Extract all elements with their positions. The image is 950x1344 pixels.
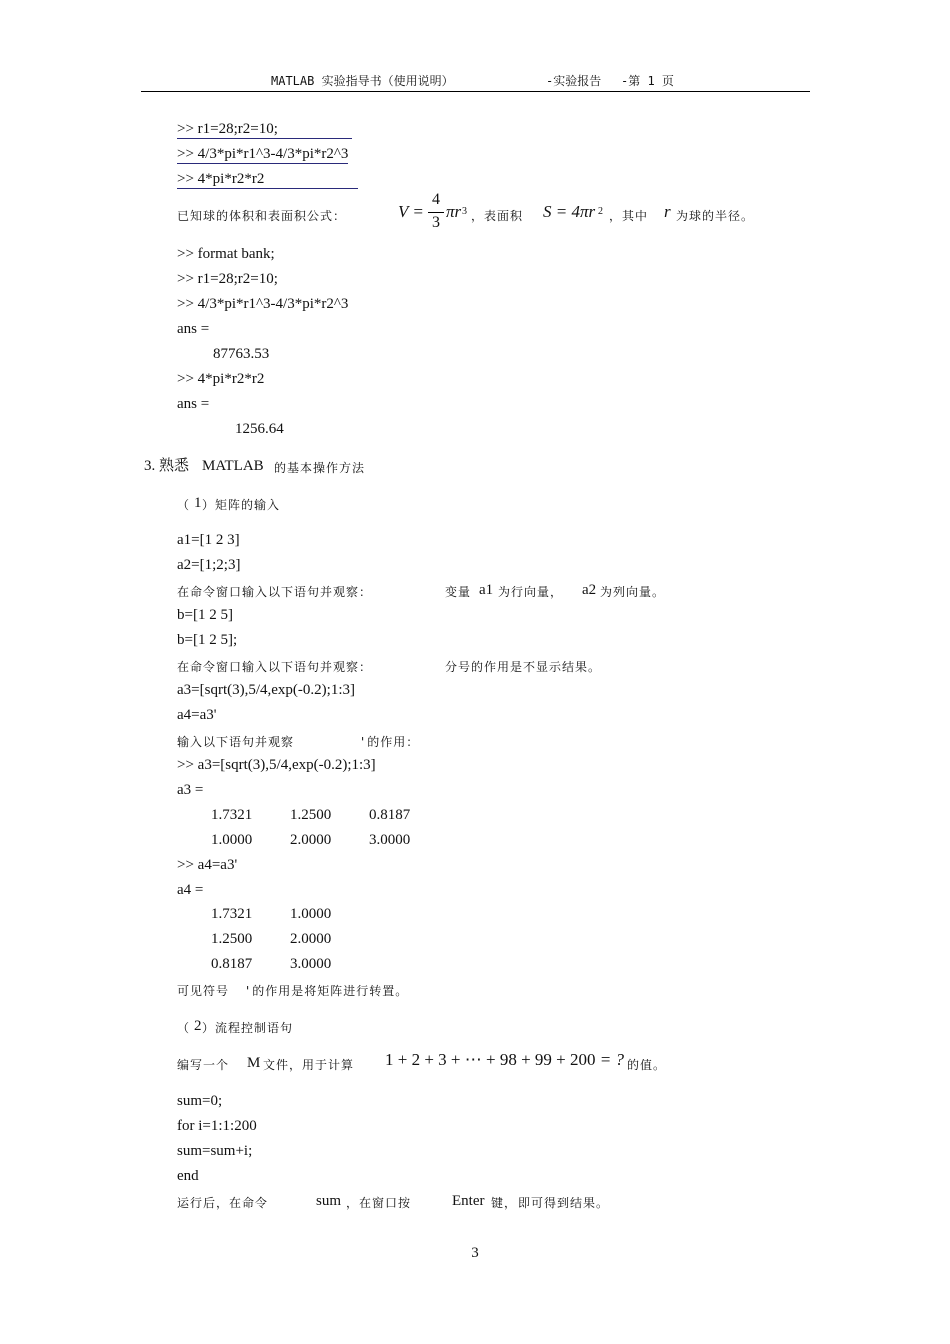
code-line: >> 4/3*pi*r1^3-4/3*pi*r2^3 <box>177 146 349 162</box>
matrix-cell: 2.0000 <box>290 832 332 848</box>
output-line: ans = <box>177 396 210 412</box>
code-line: a2=[1;2;3] <box>177 557 241 573</box>
comment-part: 即可得到结果。 <box>518 1196 610 1210</box>
page-number: 3 <box>471 1245 479 1261</box>
matrix-cell: 1.7321 <box>211 807 253 823</box>
formula-lead: 已知球的体积和表面积公式： <box>177 209 347 223</box>
subheading-num: 1 <box>194 495 202 511</box>
page-header <box>0 70 950 90</box>
comment-line: 在命令窗口输入以下语句并观察： <box>177 585 373 599</box>
output-value: 1256.64 <box>235 421 284 437</box>
comment-part: 键， <box>491 1196 518 1210</box>
code-line: >> 4/3*pi*r1^3-4/3*pi*r2^3 <box>177 296 349 312</box>
comment-line: 运行后，在命令 <box>177 1196 269 1210</box>
header-section: -实验报告 <box>546 74 602 88</box>
fraction-bar <box>428 212 444 213</box>
code-line: end <box>177 1168 199 1184</box>
area-exponent: 2 <box>598 206 603 217</box>
area-expr: S = 4πr <box>543 202 596 221</box>
comment-part: '的作用是将矩阵进行转置。 <box>244 984 409 998</box>
code-line: a1=[1 2 3] <box>177 532 240 548</box>
comment-part: 为行向量， <box>498 585 564 599</box>
code-line: >> r1=28;r2=10; <box>177 120 352 138</box>
formula-mid2: ，其中 <box>609 209 649 223</box>
header-rule <box>141 91 810 92</box>
code-line: >> a4=a3' <box>177 857 238 873</box>
code-line: >> r1=28;r2=10; <box>177 271 278 287</box>
comment-line: 输入以下语句并观察 <box>177 735 295 749</box>
task-tail: 的值。 <box>627 1058 667 1072</box>
code-line: a3=[sqrt(3),5/4,exp(-0.2);1:3] <box>177 682 355 698</box>
comment-part: 为列向量。 <box>600 585 666 599</box>
comment-part: 分号的作用是不显示结果。 <box>445 660 602 674</box>
code-line: >> format bank; <box>177 246 275 262</box>
comment-part: ，在窗口按 <box>346 1196 412 1210</box>
subheading-rest: ）流程控制语句 <box>202 1021 294 1035</box>
subheading-open: （ <box>177 1021 191 1035</box>
code-line: >> 4*pi*r2*r2 <box>177 170 358 188</box>
matrix-cell: 0.8187 <box>369 807 411 823</box>
header-title: MATLAB 实验指导书（使用说明） <box>271 74 454 88</box>
section-heading-name: MATLAB <box>202 458 264 474</box>
subheading-num: 2 <box>194 1018 202 1034</box>
output-line: a3 = <box>177 782 204 798</box>
task-lead: 编写一个 <box>177 1058 230 1072</box>
matrix-cell: 1.2500 <box>211 931 253 947</box>
comment-var: sum <box>316 1193 342 1209</box>
volume-numerator: 4 <box>432 191 440 208</box>
output-value: 87763.53 <box>213 346 270 362</box>
matrix-cell: 2.0000 <box>290 931 332 947</box>
matrix-cell: 0.8187 <box>211 956 253 972</box>
radius-symbol: r <box>664 202 671 221</box>
subheading-rest: ）矩阵的输入 <box>202 498 281 512</box>
section-heading-rest: 的基本操作方法 <box>274 461 366 475</box>
comment-var: a1 <box>479 582 494 598</box>
volume-exponent: 3 <box>462 206 467 217</box>
matrix-cell: 3.0000 <box>369 832 411 848</box>
output-line: ans = <box>177 321 210 337</box>
volume-denominator: 3 <box>432 214 440 231</box>
comment-line: 在命令窗口输入以下语句并观察： <box>177 660 373 674</box>
section-heading: 3. 熟悉 <box>144 458 190 474</box>
formula-mid: ，表面积 <box>471 209 524 223</box>
header-page-label: -第 1 页 <box>621 74 674 88</box>
task-expression: 1 + 2 + 3 + ⋯ + 98 + 99 + 200 = ? <box>385 1050 625 1069</box>
volume-rhs: πr <box>446 202 462 221</box>
matrix-cell: 3.0000 <box>290 956 332 972</box>
code-line: >> 4*pi*r2*r2 <box>177 371 265 387</box>
subheading-open: （ <box>177 498 191 512</box>
comment-var: a2 <box>582 582 597 598</box>
code-line: sum=0; <box>177 1093 223 1109</box>
code-line: sum=sum+i; <box>177 1143 253 1159</box>
volume-lhs: V = <box>398 202 424 221</box>
task-m: M <box>247 1055 261 1071</box>
code-line: for i=1:1:200 <box>177 1118 257 1134</box>
code-line: b=[1 2 5] <box>177 607 233 623</box>
task-mid: 文件，用于计算 <box>263 1058 355 1072</box>
comment-key: Enter <box>452 1193 485 1209</box>
matrix-cell: 1.0000 <box>290 906 332 922</box>
matrix-cell: 1.2500 <box>290 807 332 823</box>
comment-part: 变量 <box>445 585 472 599</box>
comment-part: '的作用： <box>359 735 420 749</box>
matrix-cell: 1.7321 <box>211 906 253 922</box>
code-line: >> a3=[sqrt(3),5/4,exp(-0.2);1:3] <box>177 757 376 773</box>
code-line: b=[1 2 5]; <box>177 632 238 648</box>
matrix-cell: 1.0000 <box>211 832 253 848</box>
formula-tail: 为球的半径。 <box>676 209 755 223</box>
comment-line: 可见符号 <box>177 984 230 998</box>
output-line: a4 = <box>177 882 204 898</box>
code-line: a4=a3' <box>177 707 217 723</box>
